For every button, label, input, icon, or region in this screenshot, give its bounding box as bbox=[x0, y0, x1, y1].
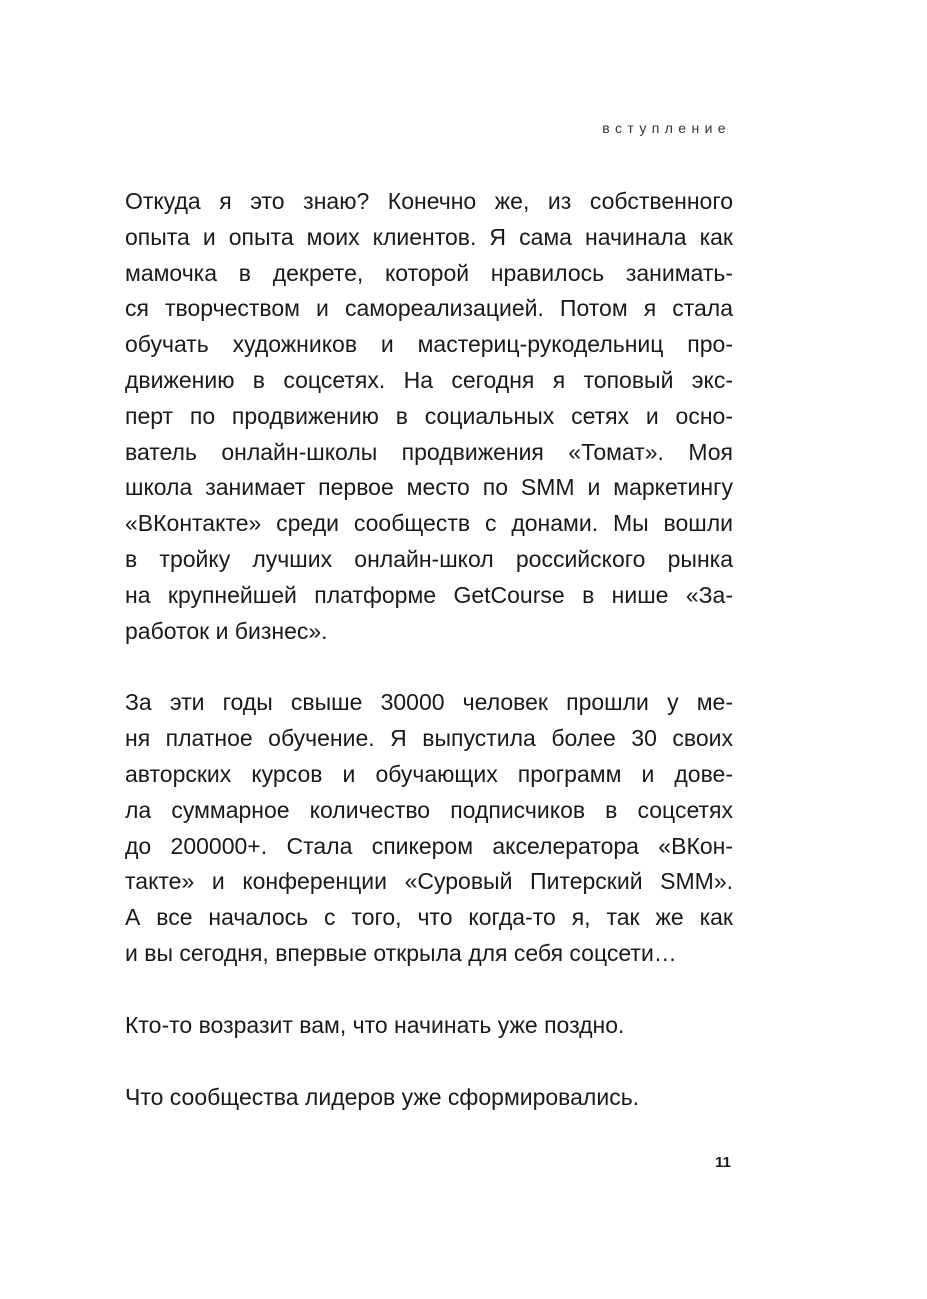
text-line: перт по продвижению в социальных сетях и осно- bbox=[125, 402, 733, 429]
text-line: в тройку лучших онлайн-школ российского рынка bbox=[125, 545, 733, 572]
paragraph-3 bbox=[125, 1008, 733, 1044]
paragraph-1 bbox=[125, 184, 733, 649]
text-line: обучать художников и мастериц-рукодельниц про- bbox=[125, 331, 733, 358]
paragraph-gap bbox=[125, 649, 733, 685]
text-line: ня платное обучение. Я выпустила более 30 своих bbox=[125, 725, 733, 752]
text-line: мамочка в декрете, которой нравилось занимать- bbox=[125, 259, 733, 286]
text-line: школа занимает первое место по SMM и маркетингу bbox=[125, 474, 733, 501]
text-line: такте» и конференции «Суровый Питерский SMM». bbox=[125, 868, 733, 895]
text-line: «ВКонтакте» среди сообществ с донами. Мы вошли bbox=[125, 510, 733, 537]
text-line: А все началось с того, что когда-то я, так же как bbox=[125, 904, 733, 931]
text-line: Откуда я это знаю? Конечно же, из собственного bbox=[125, 188, 733, 214]
running-head: вступление bbox=[602, 120, 731, 136]
text-line: работок и бизнес». bbox=[125, 617, 328, 644]
text-line: авторских курсов и обучающих программ и дове- bbox=[125, 760, 733, 787]
text-line: Кто-то возразит вам, что начинать уже поздно. bbox=[125, 1011, 625, 1038]
page-number: 11 bbox=[715, 1154, 731, 1171]
text-line: движению в соцсетях. На сегодня я топовый экс- bbox=[125, 366, 733, 393]
text-line: на крупнейшей платформе GetCourse в нише «За- bbox=[125, 581, 733, 608]
text-line: ватель онлайн-школы продвижения «Томат». Моя bbox=[125, 438, 733, 465]
text-line: и вы сегодня, впервые открыла для себя соцсети… bbox=[125, 939, 677, 966]
paragraph-gap bbox=[125, 1044, 733, 1080]
paragraph-gap bbox=[125, 972, 733, 1008]
text-line: ла суммарное количество подписчиков в соцсетях bbox=[125, 796, 733, 823]
text-line: Что сообщества лидеров уже сформировались. bbox=[125, 1083, 640, 1110]
text-line: опыта и опыта моих клиентов. Я сама начинала как bbox=[125, 223, 733, 250]
text-line: ся творчеством и самореализацией. Потом я стала bbox=[125, 295, 733, 322]
paragraph-2 bbox=[125, 685, 733, 971]
paragraph-4 bbox=[125, 1080, 733, 1116]
body-text bbox=[125, 184, 733, 1115]
text-line: За эти годы свыше 30000 человек прошли у ме- bbox=[125, 689, 733, 716]
text-line: до 200000+. Стала спикером акселератора «ВКон- bbox=[125, 832, 733, 859]
